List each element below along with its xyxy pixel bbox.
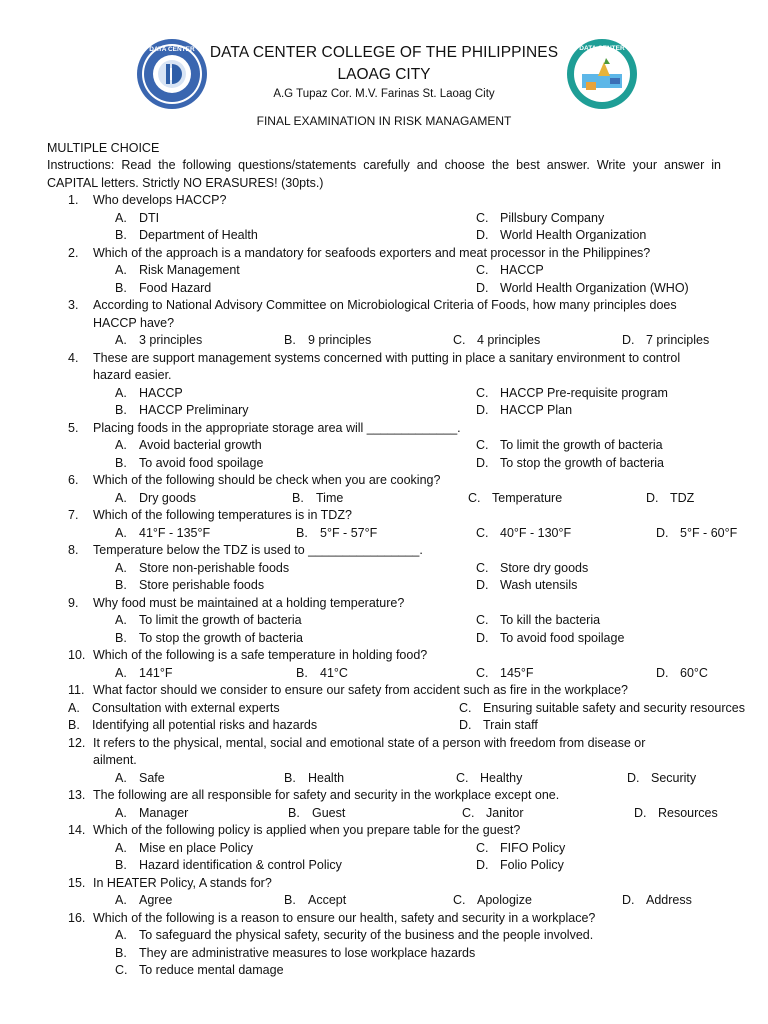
option-letter: D. — [622, 893, 635, 907]
option-letter: A. — [115, 805, 127, 820]
option-letter: C. — [459, 700, 472, 715]
option-b — [115, 455, 263, 473]
question-number: 5. — [68, 420, 79, 435]
option-c — [476, 560, 588, 578]
option-b — [115, 577, 264, 595]
option-a — [115, 385, 183, 403]
question-number: 15. — [68, 875, 86, 890]
option-text: HACCP — [500, 263, 544, 277]
option-letter: C. — [115, 963, 128, 977]
option-text: World Health Organization — [500, 228, 647, 242]
question-number: 1. — [68, 193, 79, 207]
option-d — [634, 805, 718, 823]
option-text: Store perishable foods — [139, 578, 265, 592]
option-letter: D. — [634, 805, 647, 820]
question-text: Which of the approach is a mandatory for seafoods exporters and meat processor in the Philippines? — [93, 245, 651, 260]
option-text: Accept — [308, 893, 347, 907]
option-a — [115, 892, 172, 910]
option-text: 41°C — [320, 665, 348, 680]
question-3 — [0, 297, 768, 350]
option-c — [453, 892, 532, 910]
option-letter: A. — [115, 263, 127, 277]
option-d — [646, 490, 694, 508]
option-text: To stop the growth of bacteria — [139, 630, 303, 645]
option-text: FIFO Policy — [500, 840, 566, 855]
option-text: HACCP Preliminary — [139, 403, 249, 417]
option-letter: A. — [115, 525, 127, 540]
option-text: 3 principles — [139, 333, 203, 347]
option-b — [68, 717, 317, 735]
question-text: Why food must be maintained at a holding temperature? — [93, 595, 405, 610]
option-letter: C. — [476, 525, 489, 540]
option-letter: B. — [284, 333, 296, 347]
option-text: 7 principles — [646, 333, 710, 347]
option-d — [476, 280, 689, 298]
question-text-continued: hazard easier. — [93, 368, 172, 382]
question-text: The following are all responsible for safety and security in the workplace except one. — [93, 788, 560, 802]
question-14 — [0, 822, 768, 875]
option-letter: D. — [476, 578, 489, 592]
question-text-continued: ailment. — [93, 753, 137, 767]
option-a — [115, 612, 302, 630]
question-number: 4. — [68, 350, 79, 365]
option-d — [476, 227, 646, 245]
question-6 — [0, 472, 768, 507]
instructions — [47, 157, 721, 192]
option-text: Address — [646, 893, 692, 907]
option-letter: D. — [656, 525, 669, 540]
option-text: Janitor — [486, 805, 524, 820]
option-c — [462, 805, 524, 823]
instructions-text: Read the following questions/statements carefully and choose the best answer. Write your answer in CAPITAL letters. Strictly — [47, 158, 721, 190]
option-letter: A. — [115, 333, 127, 347]
option-text: To limit the growth of bacteria — [500, 438, 663, 452]
question-text: Placing foods in the appropriate storage area will _____________. — [93, 420, 461, 435]
option-letter: A. — [115, 613, 127, 627]
question-10 — [0, 647, 768, 682]
option-text: TDZ — [670, 490, 695, 505]
option-letter: C. — [453, 893, 466, 907]
question-number: 2. — [68, 245, 79, 260]
option-c — [453, 332, 540, 350]
option-letter: B. — [68, 718, 80, 732]
option-a — [115, 262, 240, 280]
option-text: Agree — [139, 893, 173, 907]
option-letter: B. — [115, 630, 127, 645]
option-d — [459, 717, 538, 735]
option-b — [284, 892, 346, 910]
option-letter: A. — [115, 490, 127, 505]
option-d — [627, 770, 696, 788]
question-text: In HEATER Policy, A stands for? — [93, 875, 272, 890]
option-b — [115, 857, 342, 875]
question-text: Who develops HACCP? — [93, 193, 227, 207]
option-text: Resources — [658, 805, 718, 820]
question-13 — [0, 787, 768, 822]
question-5 — [0, 420, 768, 473]
question-number: 10. — [68, 648, 86, 662]
option-b — [292, 490, 343, 508]
option-b — [115, 280, 211, 298]
option-a — [115, 437, 262, 455]
option-letter: B. — [115, 945, 127, 960]
option-text: To avoid food spoilage — [500, 630, 625, 645]
option-c — [476, 385, 668, 403]
option-text: Safe — [139, 770, 165, 785]
question-number: 16. — [68, 910, 86, 925]
question-text: Which of the following policy is applied when you prepare table for the guest? — [93, 823, 521, 837]
option-text: Train staff — [483, 718, 538, 732]
option-text: To limit the growth of bacteria — [139, 613, 302, 627]
option-letter: D. — [476, 403, 489, 417]
question-11 — [0, 682, 768, 735]
question-text: Temperature below the TDZ is used to ________________. — [93, 543, 423, 557]
instructions-emphasis: NO ERASURES! — [183, 175, 278, 190]
option-letter: D. — [476, 228, 489, 242]
option-letter: B. — [284, 770, 296, 785]
option-letter: B. — [115, 858, 127, 872]
question-15 — [0, 875, 768, 910]
option-text: HACCP Pre-requisite program — [500, 385, 668, 400]
option-letter: A. — [115, 770, 127, 785]
question-9 — [0, 595, 768, 648]
option-text: Guest — [312, 805, 346, 820]
option-letter: D. — [646, 490, 659, 505]
question-number: 8. — [68, 543, 79, 557]
option-text: To safeguard the physical safety, security of the business and the people involved. — [139, 928, 594, 942]
option-letter: B. — [284, 893, 296, 907]
option-text: 9 principles — [308, 333, 372, 347]
option-text: Health — [308, 770, 345, 785]
option-text: To avoid food spoilage — [139, 455, 264, 470]
option-d — [622, 332, 709, 350]
question-number: 11. — [68, 683, 85, 697]
option-letter: B. — [115, 280, 127, 295]
option-letter: C. — [468, 490, 481, 505]
option-d — [476, 857, 564, 875]
option-c — [459, 700, 745, 718]
question-number: 12. — [68, 735, 86, 750]
option-text: 141°F — [139, 665, 173, 680]
option-text: Ensuring suitable safety and security resources — [483, 700, 745, 715]
option-text: 41°F - 135°F — [139, 525, 211, 540]
option-text: They are administrative measures to lose workplace hazards — [139, 945, 476, 960]
option-letter: C. — [476, 210, 489, 225]
option-letter: A. — [115, 665, 127, 680]
question-text: What factor should we consider to ensure our safety from accident such as fire in the workplace? — [93, 683, 628, 697]
option-letter: B. — [115, 455, 127, 470]
option-letter: B. — [288, 805, 300, 820]
instructions-points: (30pts.) — [277, 175, 324, 190]
option-text: 60°C — [680, 665, 708, 680]
option-text: Identifying all potential risks and hazards — [92, 718, 318, 732]
option-a — [115, 927, 593, 945]
option-letter: D. — [476, 630, 489, 645]
option-b — [284, 770, 344, 788]
option-letter: A. — [115, 928, 127, 942]
option-a — [115, 665, 173, 683]
question-16 — [0, 910, 768, 980]
option-text: Security — [651, 770, 697, 785]
question-text: Which of the following temperatures is in TDZ? — [93, 508, 352, 522]
option-letter: C. — [476, 438, 489, 452]
option-c — [476, 665, 534, 683]
option-letter: C. — [462, 805, 475, 820]
option-letter: C. — [456, 770, 469, 785]
option-letter: C. — [476, 613, 489, 627]
option-d — [622, 892, 692, 910]
section-title: MULTIPLE CHOICE — [47, 141, 160, 155]
option-letter: D. — [459, 718, 472, 732]
option-text: Dry goods — [139, 490, 196, 505]
option-b — [115, 630, 303, 648]
option-d — [476, 577, 577, 595]
question-number: 14. — [68, 823, 86, 837]
option-letter: A. — [115, 438, 127, 452]
option-letter: B. — [296, 665, 308, 680]
option-d — [476, 402, 572, 420]
question-number: 3. — [68, 298, 79, 312]
option-a — [115, 525, 210, 543]
option-letter: D. — [476, 280, 489, 295]
option-letter: B. — [115, 403, 127, 417]
option-b — [288, 805, 345, 823]
option-letter: C. — [476, 560, 489, 575]
option-a — [115, 770, 165, 788]
option-letter: C. — [476, 665, 489, 680]
option-letter: A. — [115, 385, 127, 400]
option-b — [284, 332, 371, 350]
option-text: Food Hazard — [139, 280, 212, 295]
option-c — [476, 210, 604, 228]
option-text: DTI — [139, 210, 160, 225]
option-c — [115, 962, 284, 980]
exam-title: FINAL EXAMINATION IN RISK MANAGAMENT — [256, 114, 512, 128]
option-a — [115, 210, 159, 228]
option-text: To reduce mental damage — [139, 963, 284, 977]
option-b — [115, 402, 249, 420]
option-letter: B. — [115, 578, 127, 592]
option-text: HACCP — [139, 385, 183, 400]
option-text: Healthy — [480, 770, 523, 785]
school-city: LAOAG CITY — [337, 66, 431, 83]
option-d — [476, 630, 624, 648]
option-letter: D. — [627, 770, 640, 785]
option-text: Avoid bacterial growth — [139, 438, 262, 452]
option-text: HACCP Plan — [500, 403, 573, 417]
option-c — [456, 770, 522, 788]
option-b — [115, 227, 258, 245]
option-text: 145°F — [500, 665, 534, 680]
option-text: Store dry goods — [500, 560, 589, 575]
option-letter: C. — [453, 333, 466, 347]
question-number: 6. — [68, 473, 79, 487]
option-letter: B. — [292, 490, 304, 505]
question-7 — [0, 507, 768, 542]
option-text: Store non-perishable foods — [139, 560, 290, 575]
option-text: Risk Management — [139, 263, 240, 277]
option-text: 5°F - 57°F — [320, 525, 378, 540]
option-b — [296, 525, 377, 543]
option-a — [115, 332, 202, 350]
option-c — [476, 612, 600, 630]
option-a — [115, 490, 196, 508]
option-d — [476, 455, 664, 473]
instructions-label: Instructions: — [47, 158, 115, 172]
option-a — [115, 805, 188, 823]
option-c — [476, 262, 544, 280]
question-12 — [0, 735, 768, 788]
option-text: World Health Organization (WHO) — [500, 280, 689, 295]
option-text: Department of Health — [139, 228, 258, 242]
question-text: According to National Advisory Committee on Microbiological Criteria of Foods, how many principles does — [93, 298, 677, 312]
option-letter: C. — [476, 263, 489, 277]
option-letter: D. — [476, 858, 489, 872]
option-d — [656, 525, 737, 543]
option-letter: D. — [656, 665, 669, 680]
option-letter: D. — [476, 455, 489, 470]
option-c — [476, 840, 565, 858]
option-letter: B. — [296, 525, 308, 540]
question-list — [0, 192, 768, 980]
question-4 — [0, 350, 768, 420]
question-text: These are support management systems concerned with putting in place a sanitary environment to control — [93, 350, 681, 365]
question-text: It refers to the physical, mental, social and emotional state of a person with freedom from disease or — [93, 735, 646, 750]
option-text: 4 principles — [477, 333, 541, 347]
option-letter: B. — [115, 228, 127, 242]
option-text: To stop the growth of bacteria — [500, 455, 664, 470]
school-address: A.G Tupaz Cor. M.V. Farinas St. Laoag City — [273, 88, 495, 100]
option-c — [468, 490, 562, 508]
question-text-continued: HACCP have? — [93, 315, 175, 330]
option-text: Wash utensils — [500, 578, 578, 592]
svg-text:DATA CENTER: DATA CENTER — [579, 45, 625, 52]
option-letter: A. — [68, 700, 80, 715]
option-b — [115, 945, 475, 963]
option-text: Folio Policy — [500, 858, 564, 872]
option-text: Temperature — [492, 490, 563, 505]
option-c — [476, 525, 571, 543]
option-c — [476, 437, 663, 455]
option-letter: C. — [476, 840, 489, 855]
option-text: Mise en place Policy — [139, 840, 253, 855]
option-text: Pillsbury Company — [500, 210, 605, 225]
option-letter: D. — [622, 333, 635, 347]
option-letter: A. — [115, 210, 127, 225]
option-d — [656, 665, 708, 683]
option-text: Apologize — [477, 893, 532, 907]
option-letter: A. — [115, 840, 127, 855]
question-number: 7. — [68, 508, 79, 522]
svg-text:DATA CENTER: DATA CENTER — [149, 46, 195, 53]
option-text: Manager — [139, 805, 189, 820]
option-letter: A. — [115, 560, 127, 575]
question-2 — [0, 245, 768, 298]
option-letter: C. — [476, 385, 489, 400]
school-name: DATA CENTER COLLEGE OF THE PHILIPPINES — [209, 44, 559, 61]
option-letter: A. — [115, 893, 127, 907]
question-text: Which of the following should be check when you are cooking? — [93, 473, 441, 487]
question-text: Which of the following is a reason to ensure our health, safety and security in a workplace? — [93, 910, 596, 925]
option-a — [115, 560, 289, 578]
question-text: Which of the following is a safe temperature in holding food? — [93, 648, 428, 662]
option-text: Hazard identification & control Policy — [139, 858, 342, 872]
question-number: 13. — [68, 788, 86, 802]
question-number: 9. — [68, 595, 79, 610]
option-text: Consultation with external experts — [92, 700, 280, 715]
option-text: To kill the bacteria — [500, 613, 601, 627]
question-8 — [0, 542, 768, 595]
question-1 — [0, 192, 768, 245]
option-a — [68, 700, 280, 718]
option-text: 5°F - 60°F — [680, 525, 738, 540]
option-b — [296, 665, 348, 683]
option-text: Time — [316, 490, 344, 505]
option-text: 40°F - 130°F — [500, 525, 572, 540]
option-a — [115, 840, 253, 858]
